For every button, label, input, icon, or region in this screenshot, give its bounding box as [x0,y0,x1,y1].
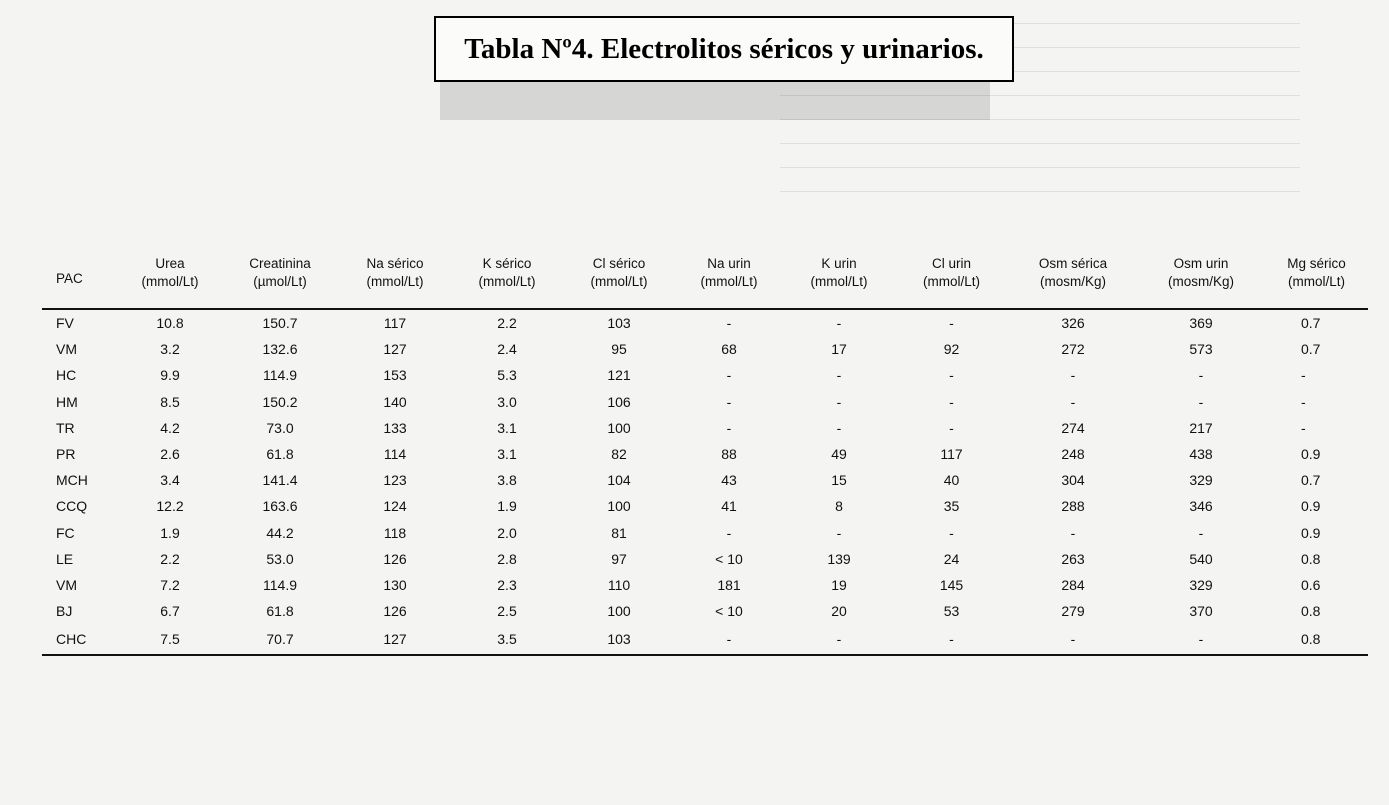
value-cell: 10.8 [156,315,184,332]
value-cell: 92 [943,341,960,358]
column-header-unit: (mmol/Lt) [700,274,758,289]
value-cell: 140 [383,393,407,410]
table-row [42,336,1368,362]
table-row [42,572,1368,598]
value-cell: - [836,315,842,332]
value-cell: 346 [1189,498,1213,515]
value-cell: < 10 [715,550,743,567]
value-cell: 2.8 [497,550,517,567]
value-cell: 68 [721,341,737,358]
value-cell: 0.7 [1301,472,1321,489]
value-cell: 100 [607,603,631,620]
value-cell: 49 [831,446,847,463]
value-cell: - [836,524,842,541]
value-cell: 114.9 [263,367,297,384]
scan-shading [440,80,990,120]
value-cell: 274 [1061,419,1085,436]
value-cell: 133 [383,419,407,436]
value-cell: 248 [1061,446,1085,463]
value-cell: 0.9 [1301,524,1321,541]
table-row [42,624,1368,655]
column-header-name: Creatinina [249,256,311,271]
value-cell: - [726,524,732,541]
value-cell: 53 [943,603,960,620]
table-row [42,467,1368,493]
value-cell: 117 [383,315,407,332]
value-cell: 126 [383,550,407,567]
table-row [42,493,1368,519]
value-cell: 103 [607,315,631,332]
table-row [42,362,1368,388]
value-cell: 6.7 [160,603,180,620]
value-cell: 0.9 [1301,446,1321,463]
value-cell: 61.8 [266,603,294,620]
value-cell: - [1009,624,1137,655]
column-header-name: Cl urin [931,256,971,271]
value-cell: 2.5 [497,603,517,620]
value-cell: 2.3 [497,576,517,593]
value-cell: - [1301,419,1306,436]
value-cell: 2.0 [497,524,517,541]
value-cell: - [1301,367,1306,384]
column-header [1137,238,1265,309]
column-header-name: Urea [155,256,185,271]
value-cell: 100 [607,498,631,515]
value-cell: 81 [611,524,627,541]
value-cell: 2.6 [160,446,180,463]
column-header [340,238,450,309]
value-cell: 438 [1189,446,1213,463]
electrolytes-table [42,238,1368,656]
value-cell: - [1198,524,1204,541]
value-cell: 106 [607,393,631,410]
value-cell: - [949,524,954,541]
patient-code-cell: VM [56,341,77,358]
value-cell: 540 [1189,550,1213,567]
column-header [450,238,564,309]
value-cell: 8 [835,498,843,515]
patient-code-cell: VM [56,576,77,593]
value-cell: 35 [943,498,960,515]
value-cell: 8.5 [160,393,180,410]
value-cell: 141.4 [262,472,298,489]
column-header-unit: (mmol/Lt) [923,274,980,289]
column-header-name: Osm sérica [1038,256,1108,271]
patient-code-cell: CHC [42,624,120,655]
value-cell: - [949,367,954,384]
value-cell: 272 [1061,341,1085,358]
table-title-box [434,16,1014,82]
value-cell: 2.4 [497,341,517,358]
value-cell: 5.3 [497,367,517,384]
value-cell: 3.8 [497,472,517,489]
patient-code-cell: HM [56,393,78,410]
value-cell: 263 [1061,550,1085,567]
value-cell: 130 [383,576,407,593]
column-header-unit: (µmol/Lt) [253,274,307,289]
value-cell: - [836,393,842,410]
column-header [220,238,340,309]
value-cell: 9.9 [160,367,180,384]
value-cell: 326 [1061,315,1085,332]
patient-code-cell: FV [56,315,74,332]
table-row [42,415,1368,441]
value-cell: 0.7 [1301,341,1321,358]
value-cell: 153 [383,367,407,384]
column-header [674,238,784,309]
column-header-name: Mg sérico [1287,256,1346,271]
value-cell: 43 [721,472,737,489]
table-row [42,598,1368,624]
value-cell: 103 [564,624,674,655]
table-row [42,520,1368,546]
value-cell: 88 [721,446,737,463]
value-cell: 97 [611,550,627,567]
value-cell: 24 [943,550,960,567]
value-cell: 150.7 [262,315,298,332]
value-cell: 41 [721,498,737,515]
table-row [42,389,1368,415]
column-header-unit: (mmol/Lt) [810,274,868,289]
value-cell: 82 [611,446,627,463]
column-header-name: K urin [821,256,857,271]
value-cell: 369 [1189,315,1213,332]
value-cell: - [1301,393,1306,410]
patient-code-cell: HC [56,367,77,384]
value-cell: 7.2 [160,576,180,593]
value-cell: 0.8 [1301,550,1321,567]
column-header-name: K sérico [482,256,532,271]
value-cell: 123 [383,472,407,489]
value-cell: - [949,419,954,436]
value-cell: 61.8 [266,446,294,463]
value-cell: 127 [383,341,407,358]
value-cell: 284 [1061,576,1085,593]
value-cell: 44.2 [266,524,294,541]
column-header-name: PAC [56,271,83,286]
value-cell: 3.1 [497,446,517,463]
value-cell: - [1070,524,1076,541]
value-cell: 181 [717,576,741,593]
column-header-unit: (mosm/Kg) [1039,274,1106,289]
table-body [42,309,1368,655]
patient-code-cell: CCQ [56,498,88,515]
value-cell: 573 [1189,341,1213,358]
value-cell: 114 [383,446,407,463]
value-cell: 3.4 [160,472,180,489]
column-header-unit: (mmol/Lt) [141,274,199,289]
value-cell: 127 [340,624,450,655]
column-header-unit: (mmol/Lt) [366,274,424,289]
value-cell: 53.0 [266,550,294,567]
value-cell: 70.7 [220,624,340,655]
value-cell: 7.5 [120,624,220,655]
value-cell: 100 [607,419,631,436]
column-header-unit: (mosm/Kg) [1167,274,1234,289]
value-cell: 117 [940,446,963,463]
value-cell: - [726,367,732,384]
value-cell: 2.2 [497,315,517,332]
value-cell: 17 [831,341,847,358]
value-cell: 0.8 [1265,624,1368,655]
value-cell: - [726,315,732,332]
value-cell: 163.6 [262,498,298,515]
value-cell: 0.7 [1301,315,1321,332]
value-cell: 329 [1189,576,1213,593]
value-cell: 118 [383,524,407,541]
value-cell: - [949,393,954,410]
patient-code-cell: LE [56,550,74,567]
value-cell: 95 [611,341,627,358]
patient-code-cell: MCH [56,472,88,489]
value-cell: 145 [939,576,964,593]
value-cell: 12.2 [156,498,184,515]
patient-code-cell: BJ [56,603,73,620]
value-cell: 279 [1061,603,1085,620]
column-header-name: Na sérico [366,256,424,271]
column-header [1009,238,1137,309]
column-header-name: Osm urin [1173,256,1229,271]
value-cell: - [1070,393,1076,410]
value-cell: 124 [383,498,407,515]
value-cell: 1.9 [497,498,517,515]
column-header [120,238,220,309]
value-cell: 2.2 [160,550,180,567]
value-cell: 3.5 [450,624,564,655]
value-cell: 4.2 [160,419,180,436]
column-header [564,238,674,309]
value-cell: - [836,367,842,384]
column-header-name: Na urin [707,256,751,271]
value-cell: - [726,419,732,436]
value-cell: 126 [383,603,407,620]
value-cell: - [726,393,732,410]
value-cell: - [674,624,784,655]
table-title: Tabla Nº4. Electrolitos séricos y urinarios. [464,32,984,65]
column-header [42,238,120,309]
value-cell: 370 [1189,603,1213,620]
column-header-unit: (mmol/Lt) [1288,274,1345,289]
value-cell: 20 [831,603,847,620]
column-header [784,238,894,309]
value-cell: 329 [1189,472,1213,489]
value-cell: 0.9 [1301,498,1321,515]
value-cell: - [1198,367,1204,384]
value-cell: - [1137,624,1265,655]
value-cell: 114.9 [263,576,297,593]
value-cell: 15 [831,472,847,489]
table-row [42,441,1368,467]
value-cell: 3.2 [160,341,180,358]
value-cell: 40 [943,472,960,489]
value-cell: 132.6 [262,341,298,358]
table-row [42,546,1368,572]
value-cell: - [1198,393,1204,410]
value-cell: - [784,624,894,655]
value-cell: 73.0 [266,419,294,436]
value-cell: 1.9 [160,524,180,541]
patient-code-cell: TR [56,419,75,436]
value-cell: - [1070,367,1076,384]
column-header-name: Cl sérico [592,256,646,271]
value-cell: - [949,315,954,332]
value-cell: 150.2 [262,393,298,410]
value-cell: - [836,419,842,436]
column-header-unit: (mmol/Lt) [478,274,536,289]
value-cell: 217 [1189,419,1213,436]
value-cell: 121 [607,367,631,384]
value-cell: 19 [831,576,847,593]
patient-code-cell: PR [56,446,76,463]
value-cell: 110 [607,576,631,593]
column-header [894,238,1009,309]
value-cell: 3.0 [497,393,517,410]
value-cell: 0.6 [1301,576,1321,593]
value-cell: 3.1 [497,419,517,436]
value-cell: - [894,624,1009,655]
value-cell: 288 [1061,498,1085,515]
value-cell: 104 [607,472,631,489]
value-cell: 139 [827,550,851,567]
table-row [42,309,1368,336]
value-cell: 0.8 [1301,603,1321,620]
column-header-unit: (mmol/Lt) [590,274,648,289]
header-row [42,238,1368,309]
patient-code-cell: FC [56,524,75,541]
column-header [1265,238,1368,309]
value-cell: 304 [1061,472,1085,489]
value-cell: < 10 [715,603,743,620]
